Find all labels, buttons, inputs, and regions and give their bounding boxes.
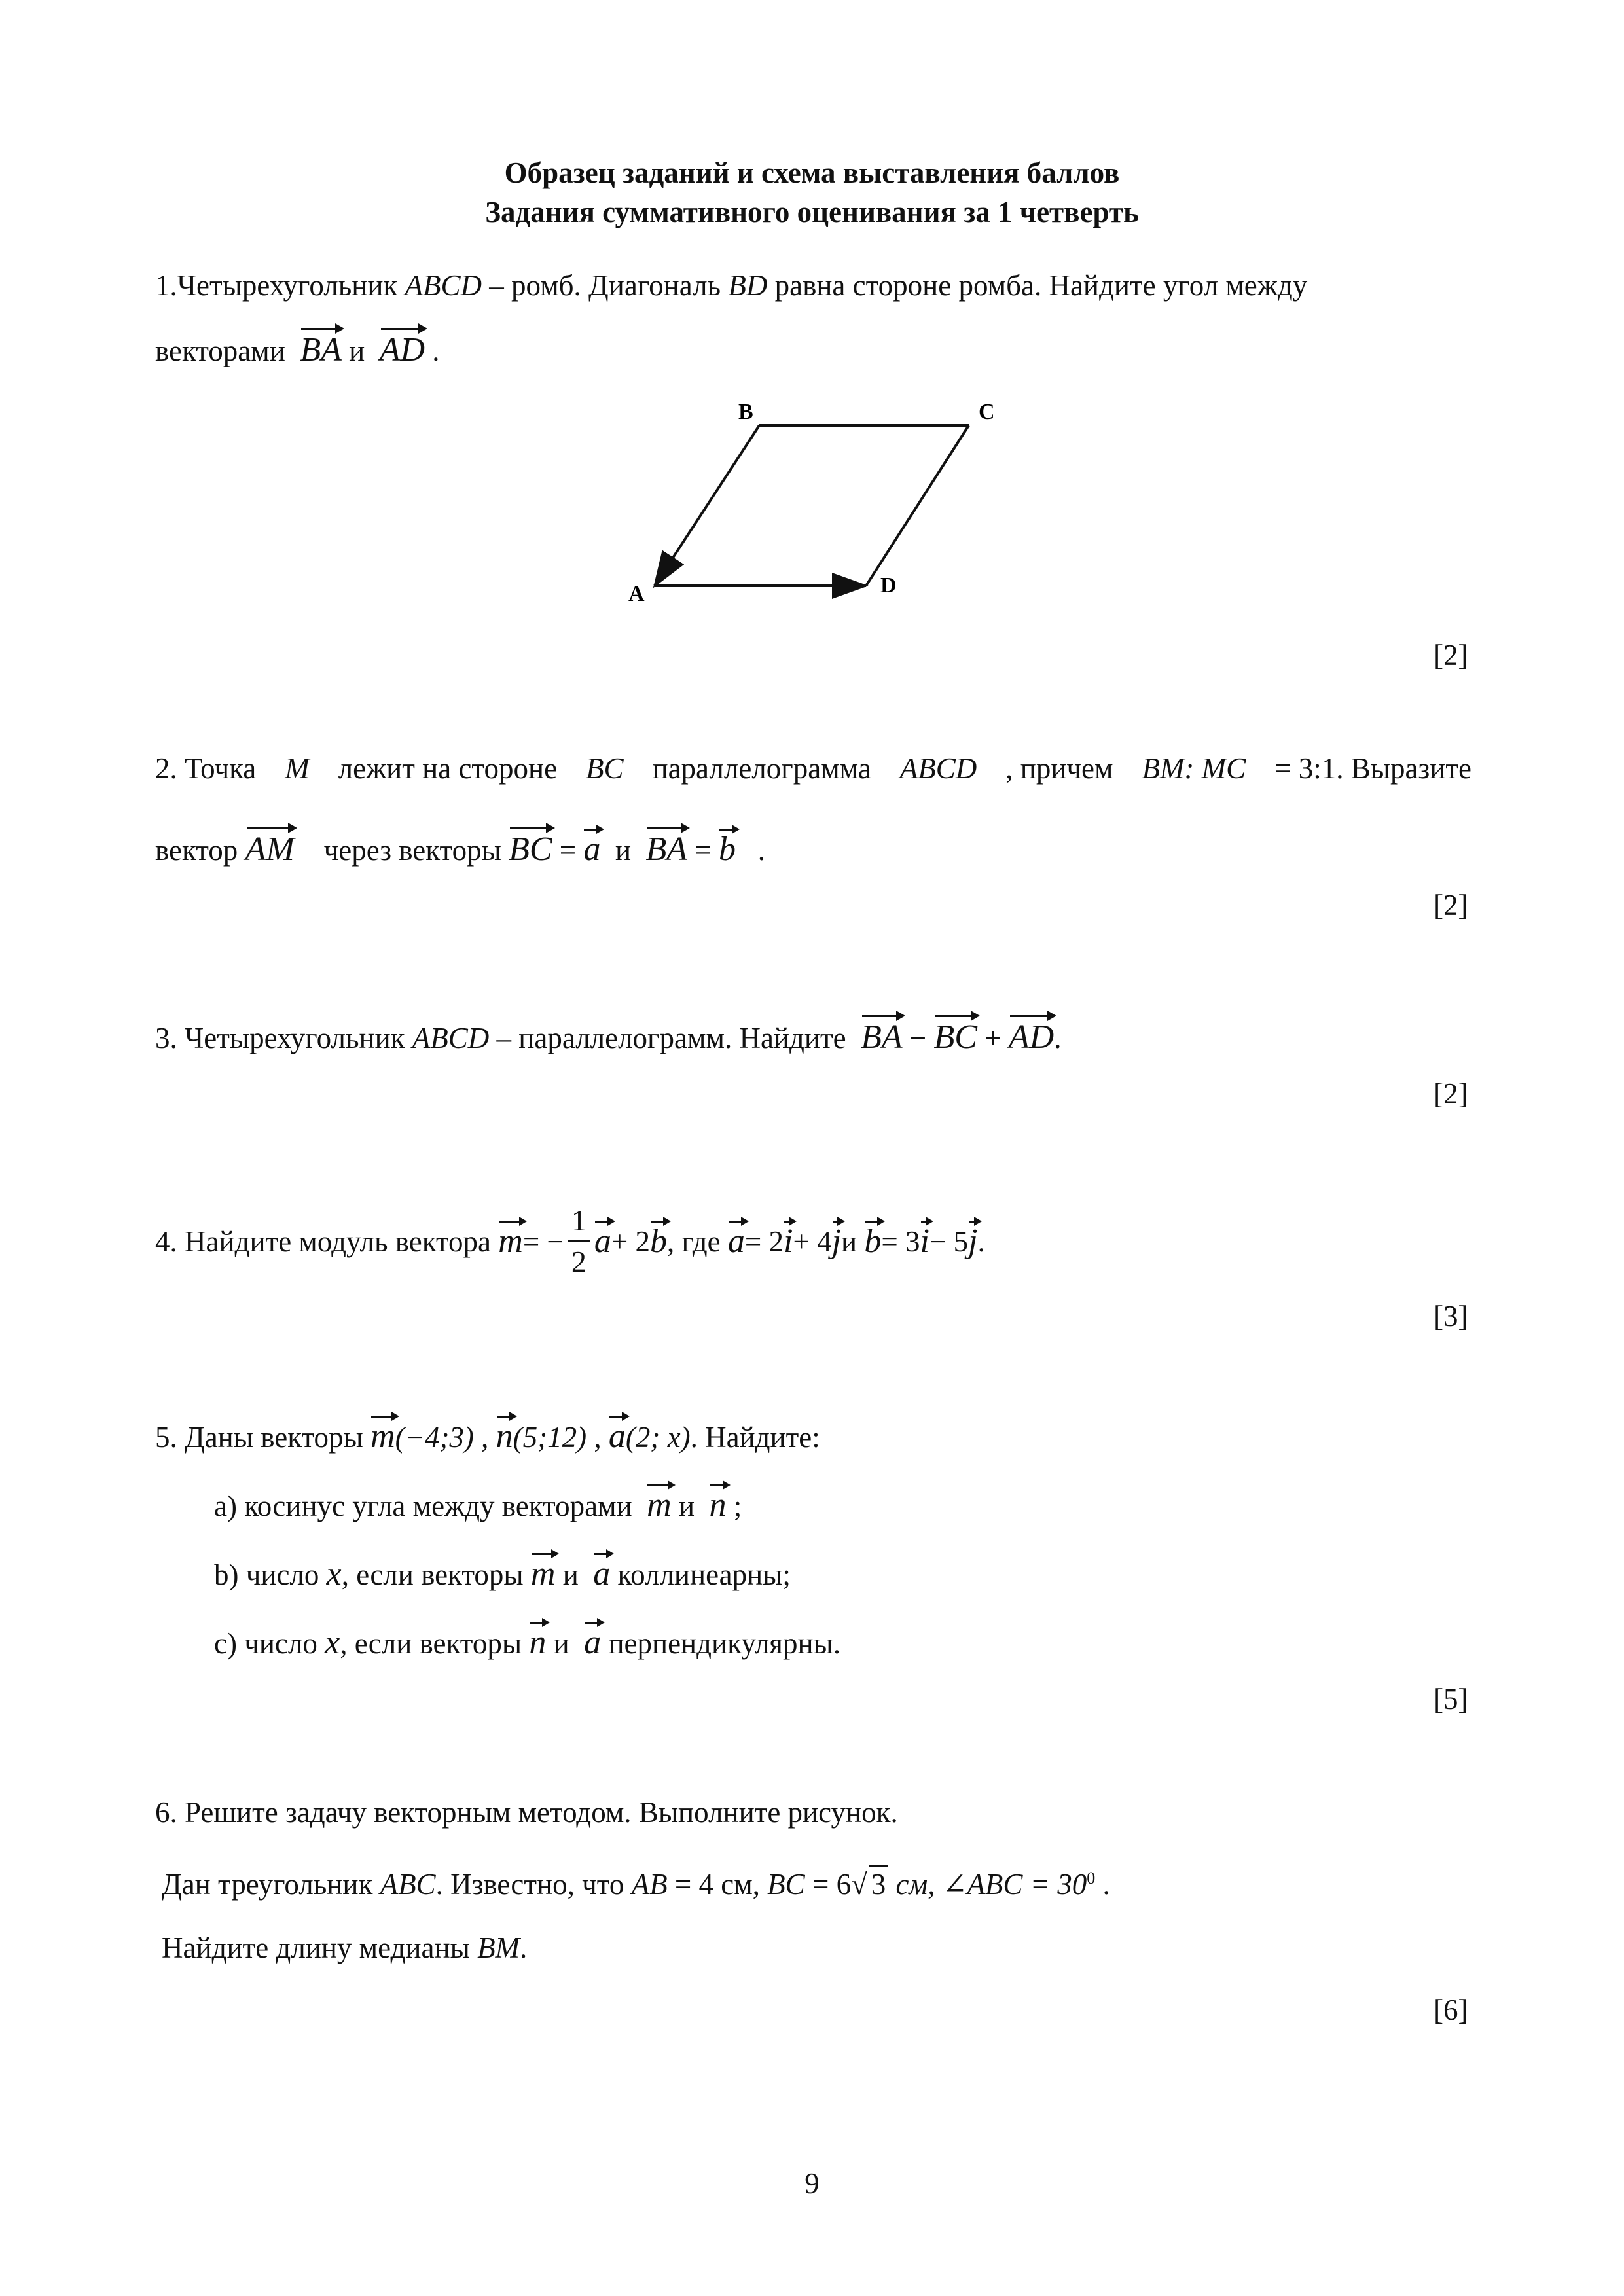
vector-ba: BA: [645, 831, 688, 868]
task5-score: [5]: [1434, 1683, 1468, 1715]
vector-ba: BA: [861, 1018, 903, 1056]
task2-line2: вектор AM через векторы BC = a и BA = b .: [155, 831, 765, 868]
vector-m: m: [370, 1418, 395, 1455]
vector-a: a: [583, 831, 601, 868]
task1-line1: 1.Четырехугольник ABCD – ромб. Диагональ BD равна стороне ромба. Найдите угол между: [155, 269, 1308, 302]
vector-m: m: [647, 1486, 672, 1524]
task5-item-a: a) косинус угла между векторами m и n ;: [214, 1486, 742, 1524]
side-cd: [866, 425, 969, 586]
task2-score: [2]: [1434, 889, 1468, 922]
vector-a: a: [608, 1418, 626, 1455]
vector-b: b: [718, 831, 736, 868]
task1-line2: векторами BA и AD .: [155, 331, 440, 368]
task5-item-b: b) число x, если векторы m и a коллинеарны;: [214, 1555, 791, 1592]
vector-n: n: [529, 1624, 547, 1661]
task6-line1: 6. Решите задачу векторным методом. Выполните рисунок.: [155, 1796, 898, 1829]
vector-bc: BC: [933, 1018, 977, 1056]
vector-ad: AD: [379, 331, 425, 368]
task5-item-c: c) число x, если векторы n и a перпендикулярны.: [214, 1624, 841, 1661]
vector-b: b: [864, 1223, 882, 1260]
rhombus-figure: [622, 393, 1015, 609]
vector-ba: BA: [300, 331, 342, 368]
task6-line2: Дан треугольник ABC. Известно, что AB = 4 см, BC = 6√ 3 см, ∠ABC = $30^0$ .: [162, 1865, 1110, 1901]
task2-line1: 2. Точка M лежит на стороне BC параллелограмма ABCD , причем BM: MC = 3:1. Выразите: [155, 752, 1471, 785]
vector-m: m: [498, 1223, 523, 1260]
vector-i: i: [783, 1223, 793, 1260]
task4-line: 4. Найдите модуль вектора m = − $\frac{1}{2}$ a + 2 b , где a = 2 i + 4 j и b = 3 i − 5 j .: [155, 1201, 985, 1282]
label-b: B: [738, 400, 753, 424]
vector-a: a: [594, 1223, 611, 1260]
vector-b: b: [650, 1223, 667, 1260]
vector-am: AM: [245, 831, 295, 868]
task6-score: [6]: [1434, 1994, 1468, 2026]
vector-n: n: [496, 1418, 513, 1455]
vector-ad: AD: [1008, 1018, 1055, 1056]
task3-score: [2]: [1434, 1077, 1468, 1110]
task4-score: [3]: [1434, 1300, 1468, 1333]
label-a: A: [628, 582, 645, 606]
title-line-2: Задания суммативного оценивания за 1 четверть: [485, 196, 1139, 228]
vector-a: a: [584, 1624, 602, 1661]
label-d: D: [880, 573, 897, 598]
task5-line: 5. Даны векторы m(−4;3) , n(5;12) , a(2; x). Найдите:: [155, 1418, 820, 1455]
task1-score: [2]: [1434, 639, 1468, 672]
task6-line3: Найдите длину медианы BM.: [162, 1931, 528, 1964]
task3-line: 3. Четырехугольник ABCD – параллелограмм. Найдите BA − BC + AD.: [155, 1018, 1062, 1056]
fraction-one-half: $\frac{1}{2}$: [568, 1201, 590, 1282]
vector-j: j: [968, 1223, 978, 1260]
vector-a: a: [593, 1555, 611, 1592]
vector-i: i: [920, 1223, 929, 1260]
label-c: C: [979, 400, 995, 424]
vector-a: a: [727, 1223, 745, 1260]
page-number: 9: [804, 2167, 820, 2200]
vector-j: j: [831, 1223, 842, 1260]
vector-bc: BC: [509, 831, 552, 868]
arrow-ba: [655, 425, 759, 586]
vector-m: m: [530, 1555, 556, 1592]
vector-n: n: [709, 1486, 727, 1524]
title-line-1: Образец заданий и схема выставления баллов: [504, 156, 1120, 189]
